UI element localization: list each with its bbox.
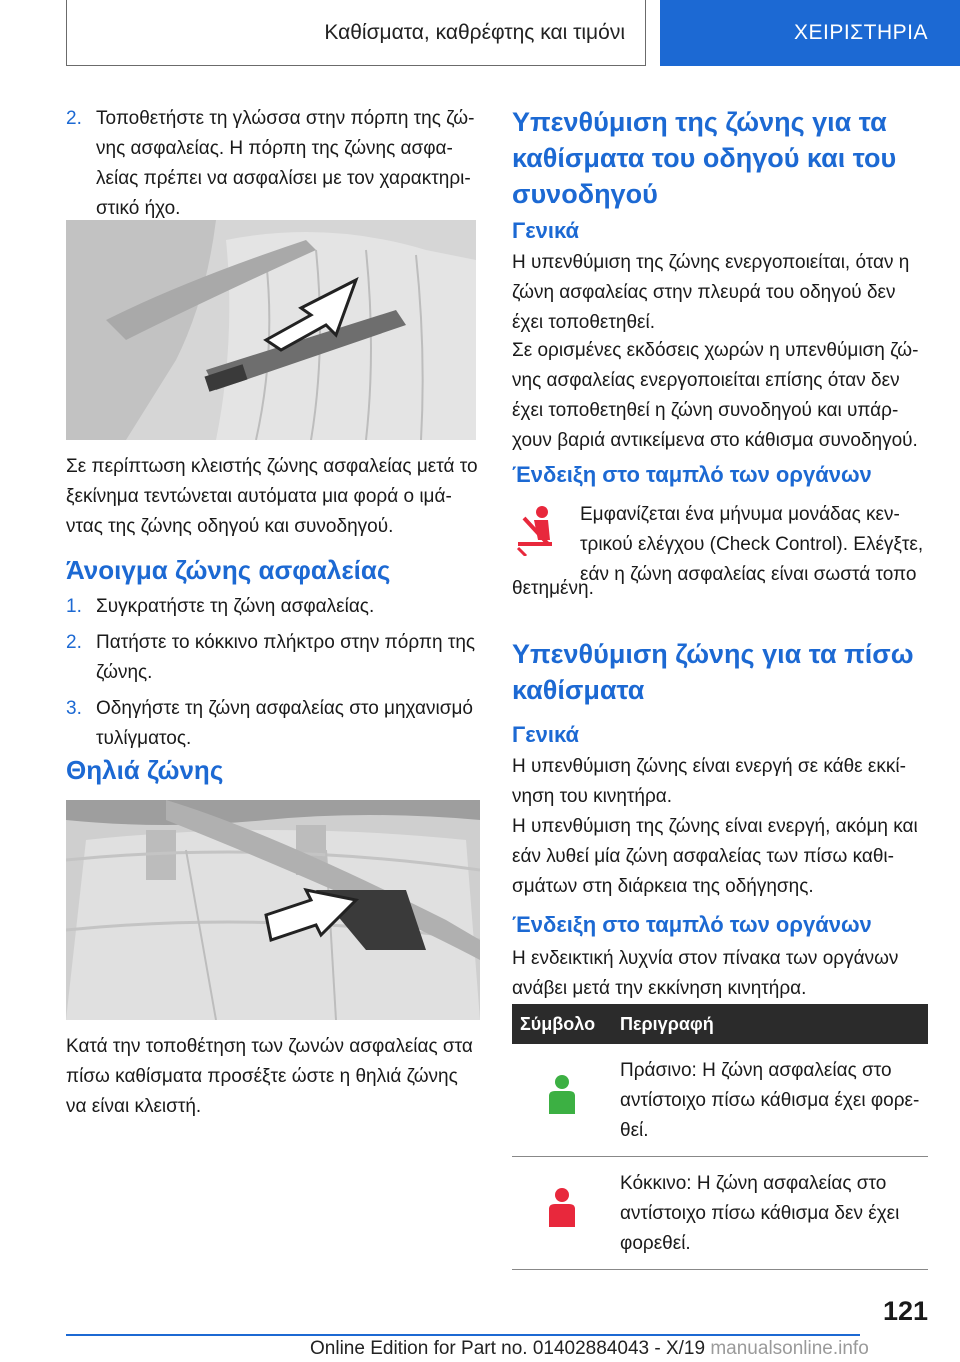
step-guide-belt xyxy=(66,694,480,754)
footer-watermark: manualsonline.info xyxy=(710,1338,869,1359)
heading-belt-loop: Θηλιά ζώνης xyxy=(66,755,224,785)
header-section-title: Καθίσματα, καθρέφτης και τιμόνι xyxy=(66,0,646,66)
footer-edition-text: Online Edition for Part no. 01402884043 - X/19 xyxy=(310,1338,706,1359)
para-indicator-lamp: Η ενδεικτική λυχνία στον πίνακα των οργάνων ανάβει μετά την εκκίνηση κινητήρα. xyxy=(512,948,899,999)
table-cell-description: Πράσινο: Η ζώνη ασφαλείας στο αντίστοιχο πίσω κάθισμα έχει φορεθεί. xyxy=(612,1044,928,1157)
subheading-general-front: Γενικά xyxy=(512,218,580,243)
table-header-symbol: Σύμβολο xyxy=(512,1004,612,1044)
step-insert-tongue xyxy=(66,104,480,224)
green-seat-icon xyxy=(512,1044,612,1157)
seat-buckle-photo xyxy=(66,220,476,440)
step-press-button xyxy=(66,628,480,688)
table-row xyxy=(512,1157,928,1270)
table-cell-description: Κόκκινο: Η ζώνη ασφαλείας στο αντίστοιχο πίσω κάθισμα δεν έχει φορεθεί. xyxy=(612,1157,928,1270)
heading-front-reminder: Υπενθύμιση της ζώνης για τα καθίσματα του οδηγού και του συνοδηγού xyxy=(512,107,897,209)
step-number: 2. xyxy=(66,632,82,653)
para-auto-tension: Σε περίπτωση κλειστής ζώνης ασφαλείας μετά το ξεκίνημα τεντώνεται αυτόματα μια φορά ο ιμάντας της ζώνης οδηγού και συνοδηγού. xyxy=(66,456,478,537)
step-number: 3. xyxy=(66,698,82,719)
rear-seat-loop-illustration xyxy=(66,800,480,1020)
heading-open-belt: Άνοιγμα ζώνης ασφαλείας xyxy=(66,555,391,585)
open-belt-steps xyxy=(66,592,480,754)
subheading-display-front: Ένδειξη στο ταμπλό των οργάνων xyxy=(512,462,872,487)
header-chapter-tab[interactable]: ΧΕΙΡΙΣΤΗΡΙΑ xyxy=(660,0,960,66)
seat-buckle-illustration xyxy=(66,220,476,440)
step-text: Οδηγήστε τη ζώνη ασφαλείας στο μηχανισμό τυλίγματος. xyxy=(96,698,473,749)
symbol-table xyxy=(512,1004,928,1270)
para-reminder-passenger: Σε ορισμένες εκδόσεις χωρών η υπενθύμιση ζώνης ασφαλείας ενεργοποιείται επίσης όταν δεν έχει τοποθετηθεί η ζώνη συνοδηγού και υπάρχουν βαριά αντικείμενα στο κάθισμα συνοδηγού. xyxy=(512,340,919,451)
subheading-display-rear: Ένδειξη στο ταμπλό των οργάνων xyxy=(512,912,872,937)
seatbelt-warning-icon xyxy=(512,504,564,556)
step-number: 1. xyxy=(66,596,82,617)
heading-rear-reminder: Υπενθύμιση ζώνης για τα πίσω καθίσματα xyxy=(512,639,914,705)
footer-divider xyxy=(66,1334,860,1336)
subheading-general-rear: Γενικά xyxy=(512,722,580,747)
rear-seat-loop-photo xyxy=(66,800,480,1020)
page-number: 121 xyxy=(882,1296,928,1326)
para-rear-active-start: Η υπενθύμιση ζώνης είναι ενεργή σε κάθε εκκίνηση του κινητήρα. xyxy=(512,756,906,807)
table-row xyxy=(512,1044,928,1157)
step-text: Πατήστε το κόκκινο πλήκτρο στην πόρπη της ζώνης. xyxy=(96,632,476,683)
red-seat-icon xyxy=(512,1157,612,1270)
step-text: Συγκρατήστε τη ζώνη ασφαλείας. xyxy=(96,596,375,617)
step-number: 2. xyxy=(66,108,82,129)
para-loop-closed: Κατά την τοποθέτηση των ζωνών ασφαλείας στα πίσω καθίσματα προσέξτε ώστε η θηλιά ζώνης να είναι κλειστή. xyxy=(66,1036,473,1117)
step-hold-belt xyxy=(66,592,480,622)
step-text: Τοποθετήστε τη γλώσσα στην πόρπη της ζώνης ασφαλείας. Η πόρπη της ζώνης ασφαλείας πρέπει να ασφαλίσει με τον χαρακτηριστικό ήχο. xyxy=(96,108,475,219)
para-reminder-driver: Η υπενθύμιση της ζώνης ενεργοποιείται, όταν η ζώνη ασφαλείας στην πλευρά του οδηγού δεν έχει τοποθετηθεί. xyxy=(512,252,910,333)
footer-edition xyxy=(310,1338,930,1360)
para-check-control: Εμφανίζεται ένα μήνυμα μονάδας κεντρικού ελέγχου (Check Control). Ελέγξτε, εάν η ζώνη ασφαλείας είναι σωστά τοπο xyxy=(580,504,924,585)
table-header-description: Περιγραφή xyxy=(612,1004,928,1044)
para-check-control-end: θετημένη. xyxy=(512,578,594,599)
para-rear-active-driving: Η υπενθύμιση της ζώνης είναι ενεργή, ακόμη και εάν λυθεί μία ζώνη ασφαλείας των πίσω καθισμάτων στη διάρκεια της οδήγησης. xyxy=(512,816,918,897)
